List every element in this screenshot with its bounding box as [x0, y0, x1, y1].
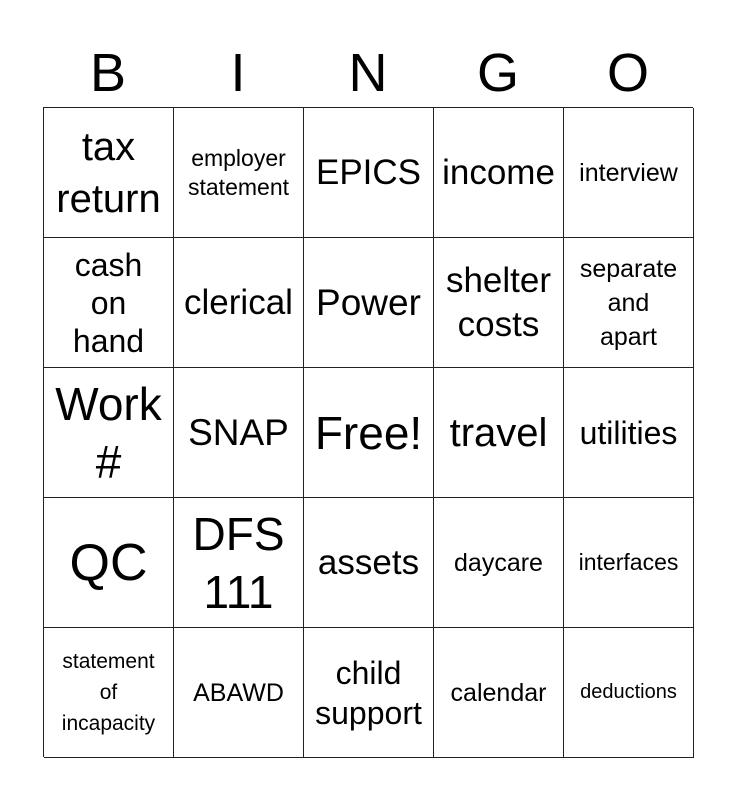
cell-label: child support [315, 654, 422, 731]
bingo-cell-r2c5[interactable] [564, 238, 694, 368]
cell-label: ABAWD [193, 678, 284, 707]
cell-label: clerical [184, 282, 293, 322]
cell-label: assets [317, 542, 420, 582]
bingo-cell-r4c5[interactable] [564, 498, 694, 628]
bingo-cell-r5c5[interactable] [564, 628, 694, 758]
cell-label: DFS 111 [192, 507, 285, 618]
cell-label: EPICS [315, 152, 422, 192]
bingo-cell-r4c4[interactable] [434, 498, 564, 628]
header-letter-i: I [230, 43, 246, 103]
bingo-cell-r4c2[interactable] [174, 498, 304, 628]
bingo-cell-r1c1[interactable] [44, 108, 174, 238]
bingo-cell-r2c1[interactable] [44, 238, 174, 368]
bingo-header [43, 42, 693, 104]
cell-label: travel [449, 410, 548, 455]
bingo-cell-r2c3[interactable] [304, 238, 434, 368]
bingo-cell-r3c5[interactable] [564, 368, 694, 498]
bingo-cell-r3c2[interactable] [174, 368, 304, 498]
cell-label: shelter costs [445, 260, 552, 344]
bingo-cell-r5c1[interactable] [44, 628, 174, 758]
cell-label: Work # [55, 377, 162, 488]
bingo-cell-r1c2[interactable] [174, 108, 304, 238]
cell-label: employer statement [188, 144, 289, 200]
bingo-cell-r5c4[interactable] [434, 628, 564, 758]
cell-label: tax return [56, 124, 161, 221]
bingo-cell-r2c4[interactable] [434, 238, 564, 368]
bingo-cell-r4c3[interactable] [304, 498, 434, 628]
header-letter-g: G [476, 43, 519, 103]
bingo-cell-r5c2[interactable] [174, 628, 304, 758]
bingo-cell-r1c3[interactable] [304, 108, 434, 238]
cell-label: deductions [580, 681, 677, 703]
bingo-cell-r5c3[interactable] [304, 628, 434, 758]
bingo-cell-r1c4[interactable] [434, 108, 564, 238]
bingo-cell-r3c1[interactable] [44, 368, 174, 498]
cell-label: SNAP [188, 411, 289, 453]
bingo-board [43, 107, 693, 757]
bingo-cell-r3c4[interactable] [434, 368, 564, 498]
bingo-cell-r4c1[interactable] [44, 498, 174, 628]
cell-label: calendar [450, 678, 547, 707]
cell-label: interfaces [578, 549, 679, 575]
bingo-cell-r1c5[interactable] [564, 108, 694, 238]
cell-label: utilities [579, 414, 678, 451]
cell-label: interview [579, 158, 678, 187]
cell-label: Free! [314, 406, 423, 459]
cell-label: QC [69, 533, 148, 592]
cell-label: Power [316, 281, 421, 323]
header-letter-b: B [89, 43, 127, 103]
cell-label: statement of incapacity [61, 650, 156, 735]
cell-label: separate and apart [579, 254, 678, 351]
header-letter-o: O [606, 43, 649, 103]
cell-label: income [442, 152, 555, 192]
bingo-cell-r3c3[interactable] [304, 368, 434, 498]
cell-label: daycare [454, 548, 543, 577]
cell-label: cash on hand [72, 246, 145, 359]
bingo-cell-r2c2[interactable] [174, 238, 304, 368]
header-letter-n: N [348, 43, 388, 103]
